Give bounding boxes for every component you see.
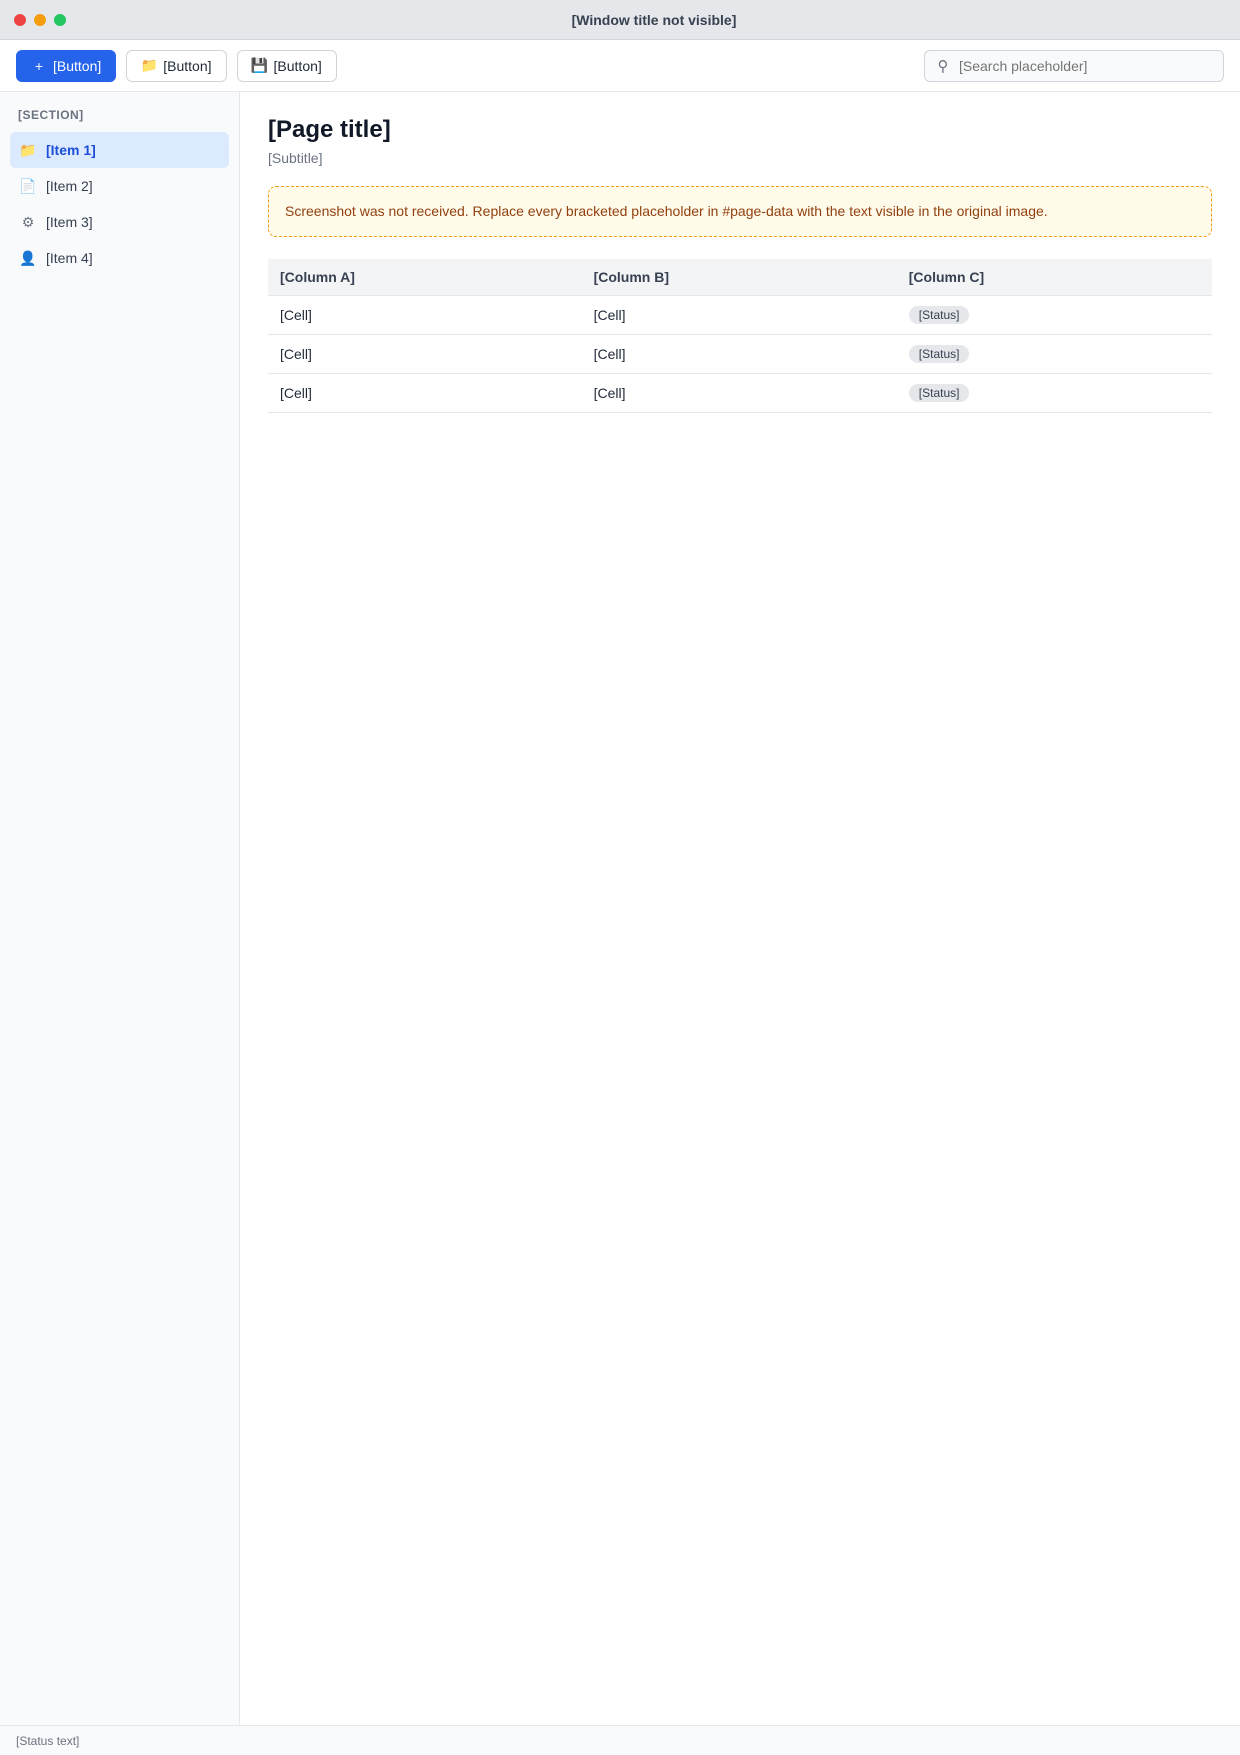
status-badge: [Status] xyxy=(909,384,970,402)
title-bar xyxy=(0,0,1240,40)
table-header-cell[interactable]: [Column B] xyxy=(582,259,897,296)
table-cell xyxy=(897,296,1212,335)
table-cell: [Cell] xyxy=(582,296,897,335)
sidebar-item-label: [Item 3] xyxy=(46,214,93,230)
sidebar-item-2[interactable] xyxy=(10,168,229,204)
table-cell xyxy=(897,374,1212,413)
data-table xyxy=(268,259,1212,413)
sidebar-item-1[interactable] xyxy=(10,132,229,168)
save-button[interactable] xyxy=(237,50,337,82)
open-button-label: [Button] xyxy=(163,57,212,74)
sidebar-item-4[interactable] xyxy=(10,240,229,276)
sidebar-item-label: [Item 4] xyxy=(46,250,93,266)
main-area xyxy=(0,92,1240,1725)
open-button[interactable] xyxy=(126,50,226,82)
window-controls xyxy=(14,14,66,26)
new-button-label: [Button] xyxy=(53,57,102,74)
status-badge: [Status] xyxy=(909,345,970,363)
table-header-cell[interactable]: [Column C] xyxy=(897,259,1212,296)
table-row[interactable] xyxy=(268,296,1212,335)
table-cell: [Cell] xyxy=(268,296,582,335)
table-header-row xyxy=(268,259,1212,296)
placeholder-notice: Screenshot was not received. Replace every bracketed placeholder in #page-data with the text visible in the original image. xyxy=(268,186,1212,237)
new-button[interactable] xyxy=(16,50,116,82)
table-cell xyxy=(897,335,1212,374)
sidebar-item-label: [Item 2] xyxy=(46,178,93,194)
folder-icon: 📁 xyxy=(19,141,37,158)
sidebar-item-label: [Item 1] xyxy=(46,142,96,158)
search-input[interactable] xyxy=(957,57,1213,75)
toolbar xyxy=(0,40,1240,92)
table-cell: [Cell] xyxy=(582,374,897,413)
gear-icon: ⚙ xyxy=(21,213,35,230)
folder-icon: 📁 xyxy=(140,57,158,73)
search-box[interactable] xyxy=(924,50,1224,82)
user-icon: 👤 xyxy=(19,249,37,266)
sidebar-heading: [SECTION] xyxy=(18,108,84,122)
close-window-button[interactable] xyxy=(14,14,26,26)
page-title: [Page title] xyxy=(268,116,391,143)
plus-icon: + xyxy=(34,57,44,74)
sidebar-item-3[interactable] xyxy=(10,204,229,240)
minimize-window-button[interactable] xyxy=(34,14,46,26)
search-icon: ⚲ xyxy=(937,57,949,75)
table-header-cell[interactable]: [Column A] xyxy=(268,259,582,296)
page-subtitle: [Subtitle] xyxy=(268,150,323,166)
window-title: [Window title not visible] xyxy=(571,11,737,28)
file-icon: 📄 xyxy=(19,177,37,194)
status-badge: [Status] xyxy=(909,306,970,324)
table-row[interactable] xyxy=(268,335,1212,374)
table-cell: [Cell] xyxy=(268,374,582,413)
table-cell: [Cell] xyxy=(268,335,582,374)
table-cell: [Cell] xyxy=(582,335,897,374)
table-row[interactable] xyxy=(268,374,1212,413)
sidebar xyxy=(0,92,240,1725)
maximize-window-button[interactable] xyxy=(54,14,66,26)
save-button-label: [Button] xyxy=(273,57,322,74)
status-text: [Status text] xyxy=(16,1733,80,1748)
status-bar xyxy=(0,1725,1240,1755)
save-icon: 💾 xyxy=(250,57,269,73)
content-panel xyxy=(240,92,1240,1725)
